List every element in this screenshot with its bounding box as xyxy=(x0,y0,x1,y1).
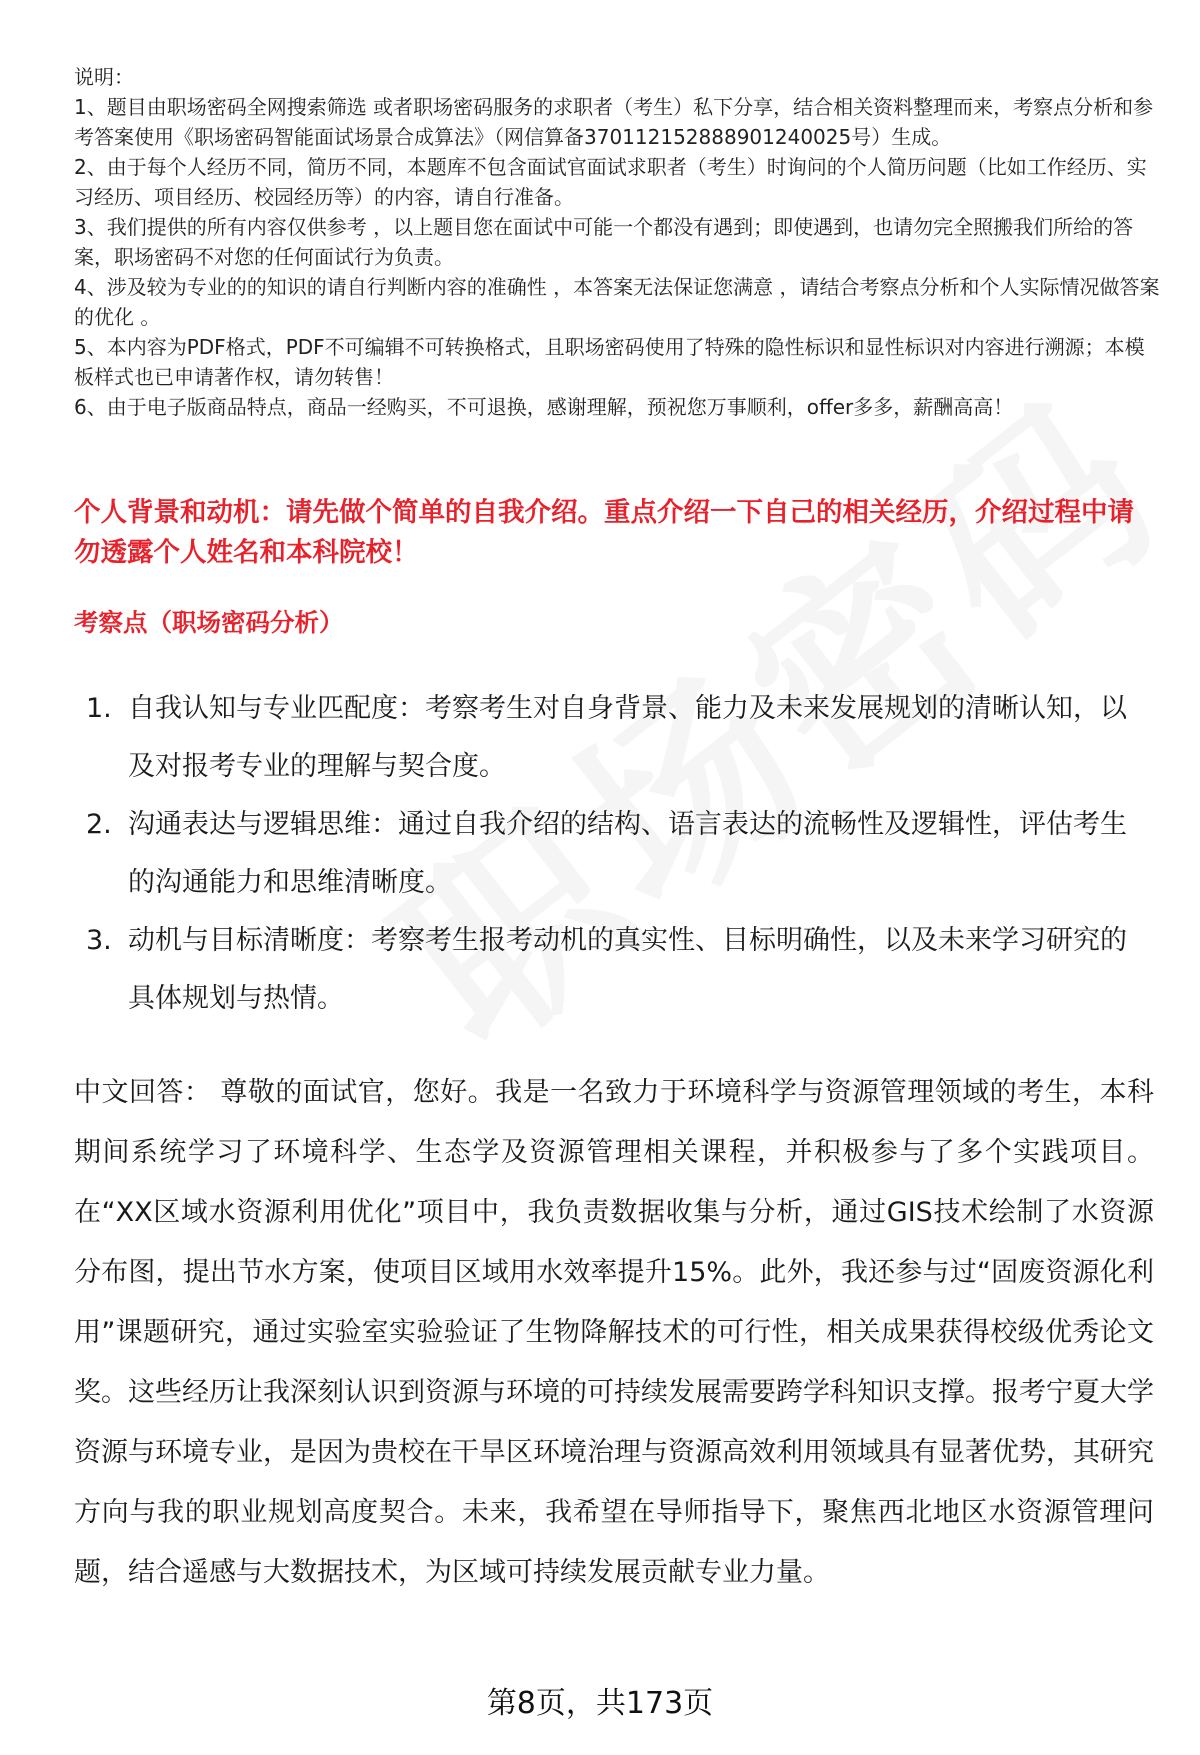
notes-heading: 说明： xyxy=(74,65,134,89)
note-item: 2、由于每个人经历不同，简历不同，本题库不包含面试官面试求职者（考生）时询问的个人简历问题（比如工作经历、实习经历、项目经历、校园经历等）的内容，请自行准备。 xyxy=(74,155,1147,209)
question-title: 个人背景和动机：请先做个简单的自我介绍。重点介绍一下自己的相关经历，介绍过程中请勿透露个人姓名和本科院校！ xyxy=(74,497,1134,568)
note-item: 1、题目由职场密码全网搜索筛选 或者职场密码服务的求职者（考生）私下分享，结合相关资料整理而来，考察点分析和参考答案使用《职场密码智能面试场景合成算法》（网信算备370112152888901240025号）生成。 xyxy=(74,95,1154,149)
note-item: 6、由于电子版商品特点，商品一经购买，不可退换，感谢理解，预祝您万事顺利，offer多多，薪酬高高！ xyxy=(74,395,1014,419)
analysis-point xyxy=(86,912,1146,1028)
answer-text: 中文回答： 尊敬的面试官，您好。我是一名致力于环境科学与资源管理领域的考生，本科期间系统学习了环境科学、生态学及资源管理相关课程，并积极参与了多个实践项目。在“XX区域水资源利用优化”项目中，我负责数据收集与分析，通过GIS技术绘制了水资源分布图，提出节水方案，使项目区域用水效率提升15%。此外，我还参与过“固废资源化利用”课题研究，通过实验室实验验证了生物降解技术的可行性，相关成果获得校级优秀论文奖。这些经历让我深刻认识到资源与环境的可持续发展需要跨学科知识支撑。报考宁夏大学资源与环境专业，是因为贵校在干旱区环境治理与资源高效利用领域具有显著优势，其研究方向与我的职业规划高度契合。未来，我希望在导师指导下，聚焦西北地区水资源管理问题，结合遥感与大数据技术，为区域可持续发展贡献专业力量。 xyxy=(74,1077,1154,1588)
point-text: 动机与目标清晰度：考察考生报考动机的真实性、目标明确性，以及未来学习研究的具体规划与热情。 xyxy=(128,925,1127,1014)
point-number: 3. xyxy=(86,925,112,956)
note-item: 5、本内容为PDF格式，PDF不可编辑不可转换格式，且职场密码使用了特殊的隐性标识和显性标识对内容进行溯源；本模板样式也已申请著作权，请勿转售！ xyxy=(74,335,1145,389)
point-text: 沟通表达与逻辑思维：通过自我介绍的结构、语言表达的流畅性及逻辑性，评估考生的沟通能力和思维清晰度。 xyxy=(128,809,1127,898)
notes-block xyxy=(74,62,1160,422)
analysis-point xyxy=(86,680,1146,796)
note-item: 4、涉及较为专业的的知识的请自行判断内容的准确性 ，本答案无法保证您满意 ，请结合考察点分析和个人实际情况做答案的优化 。 xyxy=(74,275,1160,329)
analysis-title: 考察点（职场密码分析） xyxy=(74,608,344,637)
point-text: 自我认知与专业匹配度：考察考生对自身背景、能力及未来发展规划的清晰认知，以及对报考专业的理解与契合度。 xyxy=(128,693,1127,782)
note-item: 3、我们提供的所有内容仅供参考 ，以上题目您在面试中可能一个都没有遇到；即使遇到，也请勿完全照搬我们所给的答案，职场密码不对您的任何面试行为负责。 xyxy=(74,215,1134,269)
page-number: 第8页，共173页 xyxy=(486,1686,714,1721)
analysis-point xyxy=(86,796,1146,912)
analysis-points xyxy=(0,680,1200,1028)
point-number: 1. xyxy=(86,693,112,724)
point-number: 2. xyxy=(86,809,112,840)
